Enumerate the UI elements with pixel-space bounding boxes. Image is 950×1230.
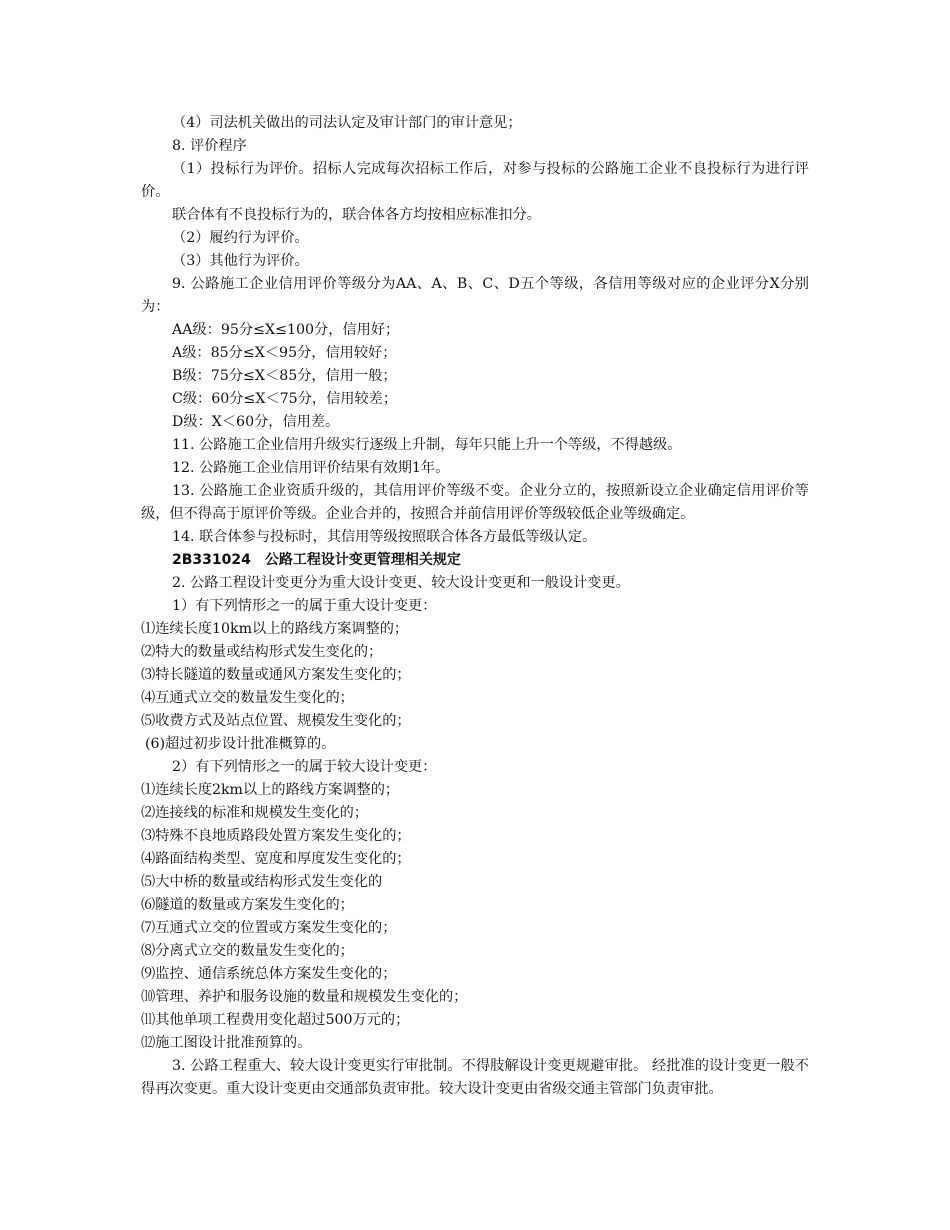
list-item: (6)超过初步设计批准概算的。 <box>145 736 336 752</box>
paragraph-performance-evaluation: （2）履约行为评价。 <box>172 230 309 246</box>
list-item: ⑴连续长度2km以上的路线方案调整的； <box>141 782 400 798</box>
paragraph-larger-change-intro: 2）有下列情形之一的属于较大设计变更： <box>172 759 437 775</box>
grade-a: A级：85分≤X＜95分，信用较好； <box>172 345 397 361</box>
list-item: ⑾其他单项工程费用变化超过500万元的； <box>141 1012 410 1028</box>
grade-aa: AA级：95分≤X≤100分，信用好； <box>172 322 400 338</box>
list-item: ⑸大中桥的数量或结构形式发生变化的 <box>141 874 383 890</box>
list-item: ⑵特大的数量或结构形式发生变化的； <box>141 644 383 660</box>
list-item: ⑹隧道的数量或方案发生变化的； <box>141 897 354 913</box>
paragraph-major-change-intro: 1）有下列情形之一的属于重大设计变更： <box>172 598 437 614</box>
list-item: ⑶特长隧道的数量或通风方案发生变化的； <box>141 667 411 683</box>
paragraph-other-evaluation: （3）其他行为评价。 <box>172 253 309 269</box>
grade-b: B级：75分≤X＜85分，信用一般； <box>172 368 397 384</box>
section-heading: 2B331024 公路工程设计变更管理相关规定 <box>172 552 461 568</box>
document-body <box>141 112 809 1101</box>
paragraph-validity: 12. 公路施工企业信用评价结果有效期1年。 <box>172 460 450 476</box>
paragraph-credit-grades: 9. 公路施工企业信用评价等级分为AA、A、B、C、D五个等级，各信用等级对应的企业评分X分别为： <box>141 276 809 315</box>
list-item: ⑺互通式立交的位置或方案发生变化的； <box>141 920 397 936</box>
grade-c: C级：60分≤X＜75分，信用较差； <box>172 391 398 407</box>
grade-d: D级：X＜60分，信用差。 <box>172 414 340 430</box>
paragraph-bidding-evaluation: （1）投标行为评价。招标人完成每次招标工作后，对参与投标的公路施工企业不良投标行为进行评价。 <box>141 161 809 200</box>
list-item: ⑿施工图设计批准预算的。 <box>141 1035 312 1051</box>
paragraph-upgrade-rule: 11. 公路施工企业信用升级实行逐级上升制，每年只能上升一个等级，不得越级。 <box>172 437 682 453</box>
list-item: ⑻分离式立交的数量发生变化的； <box>141 943 354 959</box>
list-item: ⑼监控、通信系统总体方案发生变化的； <box>141 966 397 982</box>
paragraph-qualification-change: 13. 公路施工企业资质升级的，其信用评价等级不变。企业分立的，按照新设立企业确定信用评价等级，但不得高于原评价等级。企业合并的，按照合并前信用评价等级较低企业等级确定。 <box>141 483 809 522</box>
list-item: ⑵连接线的标准和规模发生变化的； <box>141 805 369 821</box>
list-item: ⑷互通式立交的数量发生变化的； <box>141 690 354 706</box>
paragraph-consortium-grade: 14. 联合体参与投标时，其信用等级按照联合体各方最低等级认定。 <box>172 529 597 545</box>
list-item: ⑶特殊不良地质路段处置方案发生变化的； <box>141 828 411 844</box>
list-item: ⑴连续长度10km以上的路线方案调整的； <box>141 621 409 637</box>
paragraph-judicial-opinion: （4）司法机关做出的司法认定及审计部门的审计意见； <box>172 115 522 131</box>
paragraph-approval-rule: 3. 公路工程重大、较大设计变更实行审批制。不得肢解设计变更规避审批。 经批准的设计变更一般不得再次变更。重大设计变更由交通部负责审批。较大设计变更由省级交通主管部门负责审批。 <box>141 1058 809 1097</box>
list-item: ⑸收费方式及站点位置、规模发生变化的； <box>141 713 411 729</box>
paragraph-evaluation-procedure-heading: 8. 评价程序 <box>172 138 247 154</box>
list-item: ⑽管理、养护和服务设施的数量和规模发生变化的； <box>141 989 468 1005</box>
paragraph-change-types: 2. 公路工程设计变更分为重大设计变更、较大设计变更和一般设计变更。 <box>172 575 630 591</box>
paragraph-consortium-deduction: 联合体有不良投标行为的，联合体各方均按相应标准扣分。 <box>172 207 541 223</box>
list-item: ⑷路面结构类型、宽度和厚度发生变化的； <box>141 851 411 867</box>
